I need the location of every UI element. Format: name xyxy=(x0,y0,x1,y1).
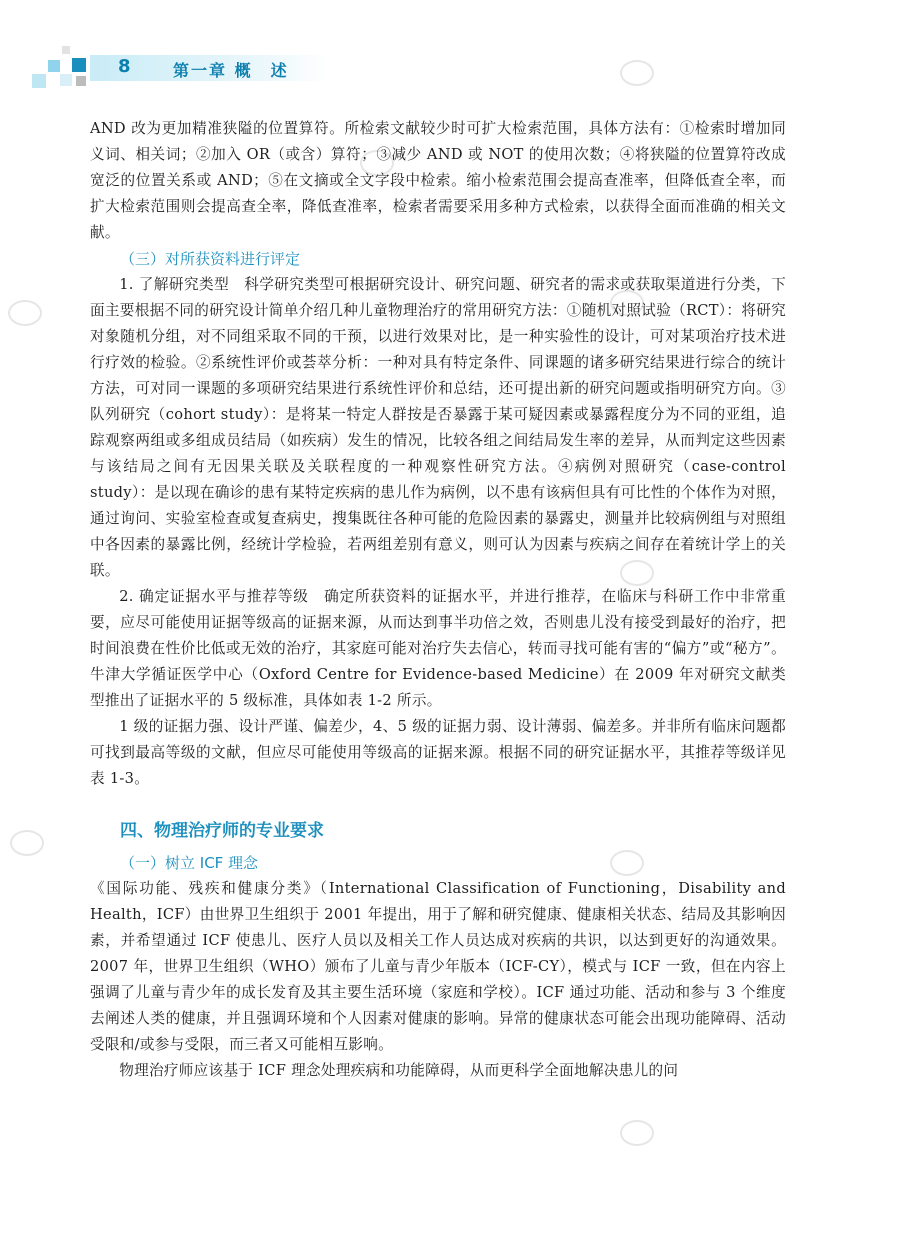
decorative-square xyxy=(48,60,60,72)
page-header xyxy=(0,0,900,100)
decorative-square xyxy=(76,76,86,86)
watermark-seal xyxy=(10,830,44,856)
watermark-seal xyxy=(620,1120,654,1146)
decorative-square xyxy=(60,74,72,86)
paragraph: AND 改为更加精准狭隘的位置算符。所检索文献较少时可扩大检索范围，具体方法有：①检索时增加同义词、相关词；②加入 OR（或含）算符；③减少 AND 或 NOT 的使用次数；④将狭隘的位置算符改成宽泛的位置关系或 AND；⑤在文摘或全文字段中检索。缩小检索范围会提高查准率，但降低查全率，而扩大检索范围则会提高查全率，降低查准率，检索者需要采用多种方式检索，以获得全面而准确的相关文献。 xyxy=(90,120,786,241)
page-number: 8 xyxy=(118,56,131,77)
subsection-heading: （一）树立 ICF 理念 xyxy=(120,854,259,872)
page-body xyxy=(90,116,786,1084)
paragraph: 2. 确定证据水平与推荐等级 确定所获资料的证据水平，并进行推荐，在临床与科研工作中非常重要，应尽可能使用证据等级高的证据来源，从而达到事半功倍之效，否则患儿没有接受到最好的治疗，把时间浪费在性价比低或无效的治疗，其家庭可能对治疗失去信心，转而寻找可能有害的“偏方”或“秘方”。牛津大学循证医学中心（Oxford Centre for Evidence-based Medicine）在 2009 年对研究文献类型推出了证据水平的 5 级标准，具体如表 1-2 所示。 xyxy=(90,588,786,709)
watermark-seal xyxy=(8,300,42,326)
subsection-heading: （三）对所获资料进行评定 xyxy=(120,250,301,268)
paragraph: 1 级的证据力强、设计严谨、偏差少，4、5 级的证据力弱、设计薄弱、偏差多。并非所有临床问题都可找到最高等级的文献，但应尽可能使用等级高的证据来源。根据不同的研究证据水平，其推荐等级详见表 1-3。 xyxy=(90,718,786,787)
decorative-square xyxy=(72,58,86,72)
chapter-title: 第一章 概 述 xyxy=(173,61,289,80)
decorative-square xyxy=(62,46,70,54)
section-heading: 四、物理治疗师的专业要求 xyxy=(120,821,324,841)
paragraph: 《国际功能、残疾和健康分类》（International Classification of Functioning，Disability and Health，ICF）由世界卫生组织于 2001 年提出，用于了解和研究健康、健康相关状态、结局及其影响因素，并希望通过 ICF 使患儿、医疗人员以及相关工作人员达成对疾病的共识，以达到更好的沟通效果。2007 年，世界卫生组织（WHO）颁布了儿童与青少年版本（ICF-CY），模式与 ICF 一致，但在内容上强调了儿童与青少年的成长发育及其主要生活环境（家庭和学校）。ICF 通过功能、活动和参与 3 个维度去阐述人类的健康，并且强调环境和个人因素对健康的影响。异常的健康状态可能会出现功能障碍、活动受限和/或参与受限，而三者又可能相互影响。 xyxy=(90,880,786,1053)
decorative-square xyxy=(32,74,46,88)
paragraph: 物理治疗师应该基于 ICF 理念处理疾病和功能障碍，从而更科学全面地解决患儿的问 xyxy=(119,1062,679,1079)
paragraph: 1. 了解研究类型 科学研究类型可根据研究设计、研究问题、研究者的需求或获取渠道进行分类，下面主要根据不同的研究设计简单介绍几种儿童物理治疗的常用研究方法：①随机对照试验（RCT）：将研究对象随机分组，对不同组采取不同的干预，以进行效果对比，是一种实验性的设计，可对某项治疗技术进行疗效的检验。②系统性评价或荟萃分析：一种对具有特定条件、同课题的诸多研究结果进行综合的统计方法，可对同一课题的多项研究结果进行系统性评价和总结，还可提出新的研究问题或指明研究方向。③队列研究（cohort study）：是将某一特定人群按是否暴露于某可疑因素或暴露程度分为不同的亚组，追踪观察两组或多组成员结局（如疾病）发生的情况，比较各组之间结局发生率的差异，从而判定这些因素与该结局之间有无因果关联及关联程度的一种观察性研究方法。④病例对照研究（case-control study）：是以现在确诊的患有某特定疾病的患儿作为病例，以不患有该病但具有可比性的个体作为对照，通过询问、实验室检查或复查病史，搜集既往各种可能的危险因素的暴露史，测量并比较病例组与对照组中各因素的暴露比例，经统计学检验，若两组差别有意义，则可认为因素与疾病之间存在着统计学上的关联。 xyxy=(90,276,786,579)
